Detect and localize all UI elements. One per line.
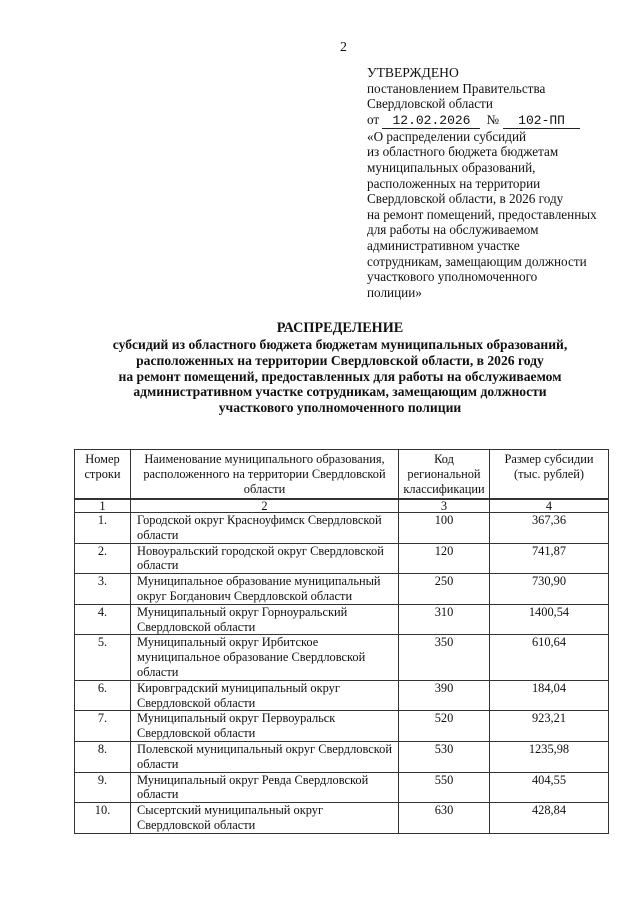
table-row [75,574,609,605]
row-number-cell: 10. [75,803,131,834]
subsidy-amount-cell: 404,55 [490,772,609,803]
approval-subject-line: из областного бюджета бюджетам [367,144,559,160]
approval-date-line [367,112,627,129]
table-row [75,513,609,544]
subsidy-amount-cell: 184,04 [490,680,609,711]
table-row [75,604,609,635]
page-number: 2 [340,40,347,55]
table-row [75,772,609,803]
row-number-cell: 4. [75,604,131,635]
subsidy-amount-cell: 1235,98 [490,741,609,772]
approval-subject-line: административном участке [367,237,520,253]
municipality-cell: Муниципальный округ Ревда Свердловской области [131,772,399,803]
approval-line-2: Свердловской области [367,96,493,112]
region-code-cell: 390 [399,680,490,711]
document-subtitle-line: участкового уполномоченного полиции [218,400,462,416]
region-code-cell: 250 [399,574,490,605]
row-number-cell: 2. [75,543,131,574]
municipality-cell: Муниципальное образование муниципальный округ Богданович Свердловской области [131,574,399,605]
region-code-cell: 100 [399,513,490,544]
region-code-cell: 630 [399,803,490,834]
row-number-cell: 5. [75,635,131,680]
column-number-row [75,499,609,513]
subsidy-amount-cell: 610,64 [490,635,609,680]
header-row-number: Номер строки [75,450,131,500]
row-number-cell: 3. [75,574,131,605]
region-code-cell: 120 [399,543,490,574]
date-prefix: от [367,111,380,127]
row-number-cell: 1. [75,513,131,544]
table-row [75,711,609,742]
row-number-cell: 9. [75,772,131,803]
subsidy-amount-cell: 923,21 [490,711,609,742]
municipality-cell: Муниципальный округ Горноуральский Свердловской области [131,604,399,635]
subsidy-amount-cell: 428,84 [490,803,609,834]
approval-subject-line: на ремонт помещений, предоставленных [367,206,597,222]
municipality-cell: Полевской муниципальный округ Свердловской области [131,741,399,772]
approval-subject-line: муниципальных образований, [367,159,536,175]
table-row [75,635,609,680]
approval-subject-line: сотрудникам, замещающим должности [367,253,587,269]
row-number-cell: 8. [75,741,131,772]
region-code-cell: 530 [399,741,490,772]
header-municipality: Наименование муниципального образования, расположенного на территории Свердловской области [131,450,399,500]
row-number-cell: 6. [75,680,131,711]
document-heading [70,320,610,416]
table-row [75,803,609,834]
subsidy-amount-cell: 741,87 [490,543,609,574]
distribution-table [74,449,609,834]
column-number: 4 [490,499,609,513]
approval-subject [367,129,627,301]
region-code-cell: 520 [399,711,490,742]
approval-subject-line: «О распределении субсидий [367,128,527,144]
subsidy-amount-cell: 730,90 [490,574,609,605]
document-subtitle-line: расположенных на территории Свердловской области, в 2026 году [136,352,544,368]
row-number-cell: 7. [75,711,131,742]
region-code-cell: 310 [399,604,490,635]
document-subtitle-line: субсидий из областного бюджета бюджетам муниципальных образований, [112,337,568,352]
resolution-date-field: 12.02.2026 [382,114,480,129]
resolution-number-field: 102-ПП [503,114,580,129]
approval-subject-line: полиции» [367,284,422,300]
municipality-cell: Новоуральский городской округ Свердловской области [131,543,399,574]
approval-subject-line: Свердловской области, в 2026 году [367,191,564,207]
document-subtitle [70,337,610,416]
approval-subject-line: для работы на обслуживаемом [367,222,539,238]
region-code-cell: 550 [399,772,490,803]
table-row [75,741,609,772]
municipality-cell: Кировградский муниципальный округ Свердловской области [131,680,399,711]
document-subtitle-line: на ремонт помещений, предоставленных для работы на обслуживаемом [118,368,562,384]
approval-line-1: постановлением Правительства [367,80,546,96]
header-region-code: Код региональной классификации [399,450,490,500]
municipality-cell: Муниципальный округ Первоуральск Свердловской области [131,711,399,742]
number-sign: № [486,111,500,127]
document-title: РАСПРЕДЕЛЕНИЕ [276,320,404,336]
table-row [75,543,609,574]
approval-subject-line: участкового уполномоченного [367,269,538,285]
table-header-row [75,450,609,500]
header-subsidy-amount: Размер субсидии (тыс. рублей) [490,450,609,500]
region-code-cell: 350 [399,635,490,680]
approval-subject-line: расположенных на территории [367,175,541,191]
column-number: 2 [131,499,399,513]
subsidy-amount-cell: 367,36 [490,513,609,544]
document-subtitle-line: административном участке сотрудникам, замещающим должности [133,384,547,400]
column-number: 1 [75,499,131,513]
approval-title: УТВЕРЖДЕНО [367,65,459,80]
municipality-cell: Сысертский муниципальный округ Свердловской области [131,803,399,834]
table-row [75,680,609,711]
approval-stamp [367,65,627,300]
subsidy-amount-cell: 1400,54 [490,604,609,635]
municipality-cell: Городской округ Красноуфимск Свердловской области [131,513,399,544]
municipality-cell: Муниципальный округ Ирбитское муниципальное образование Свердловской области [131,635,399,680]
column-number: 3 [399,499,490,513]
